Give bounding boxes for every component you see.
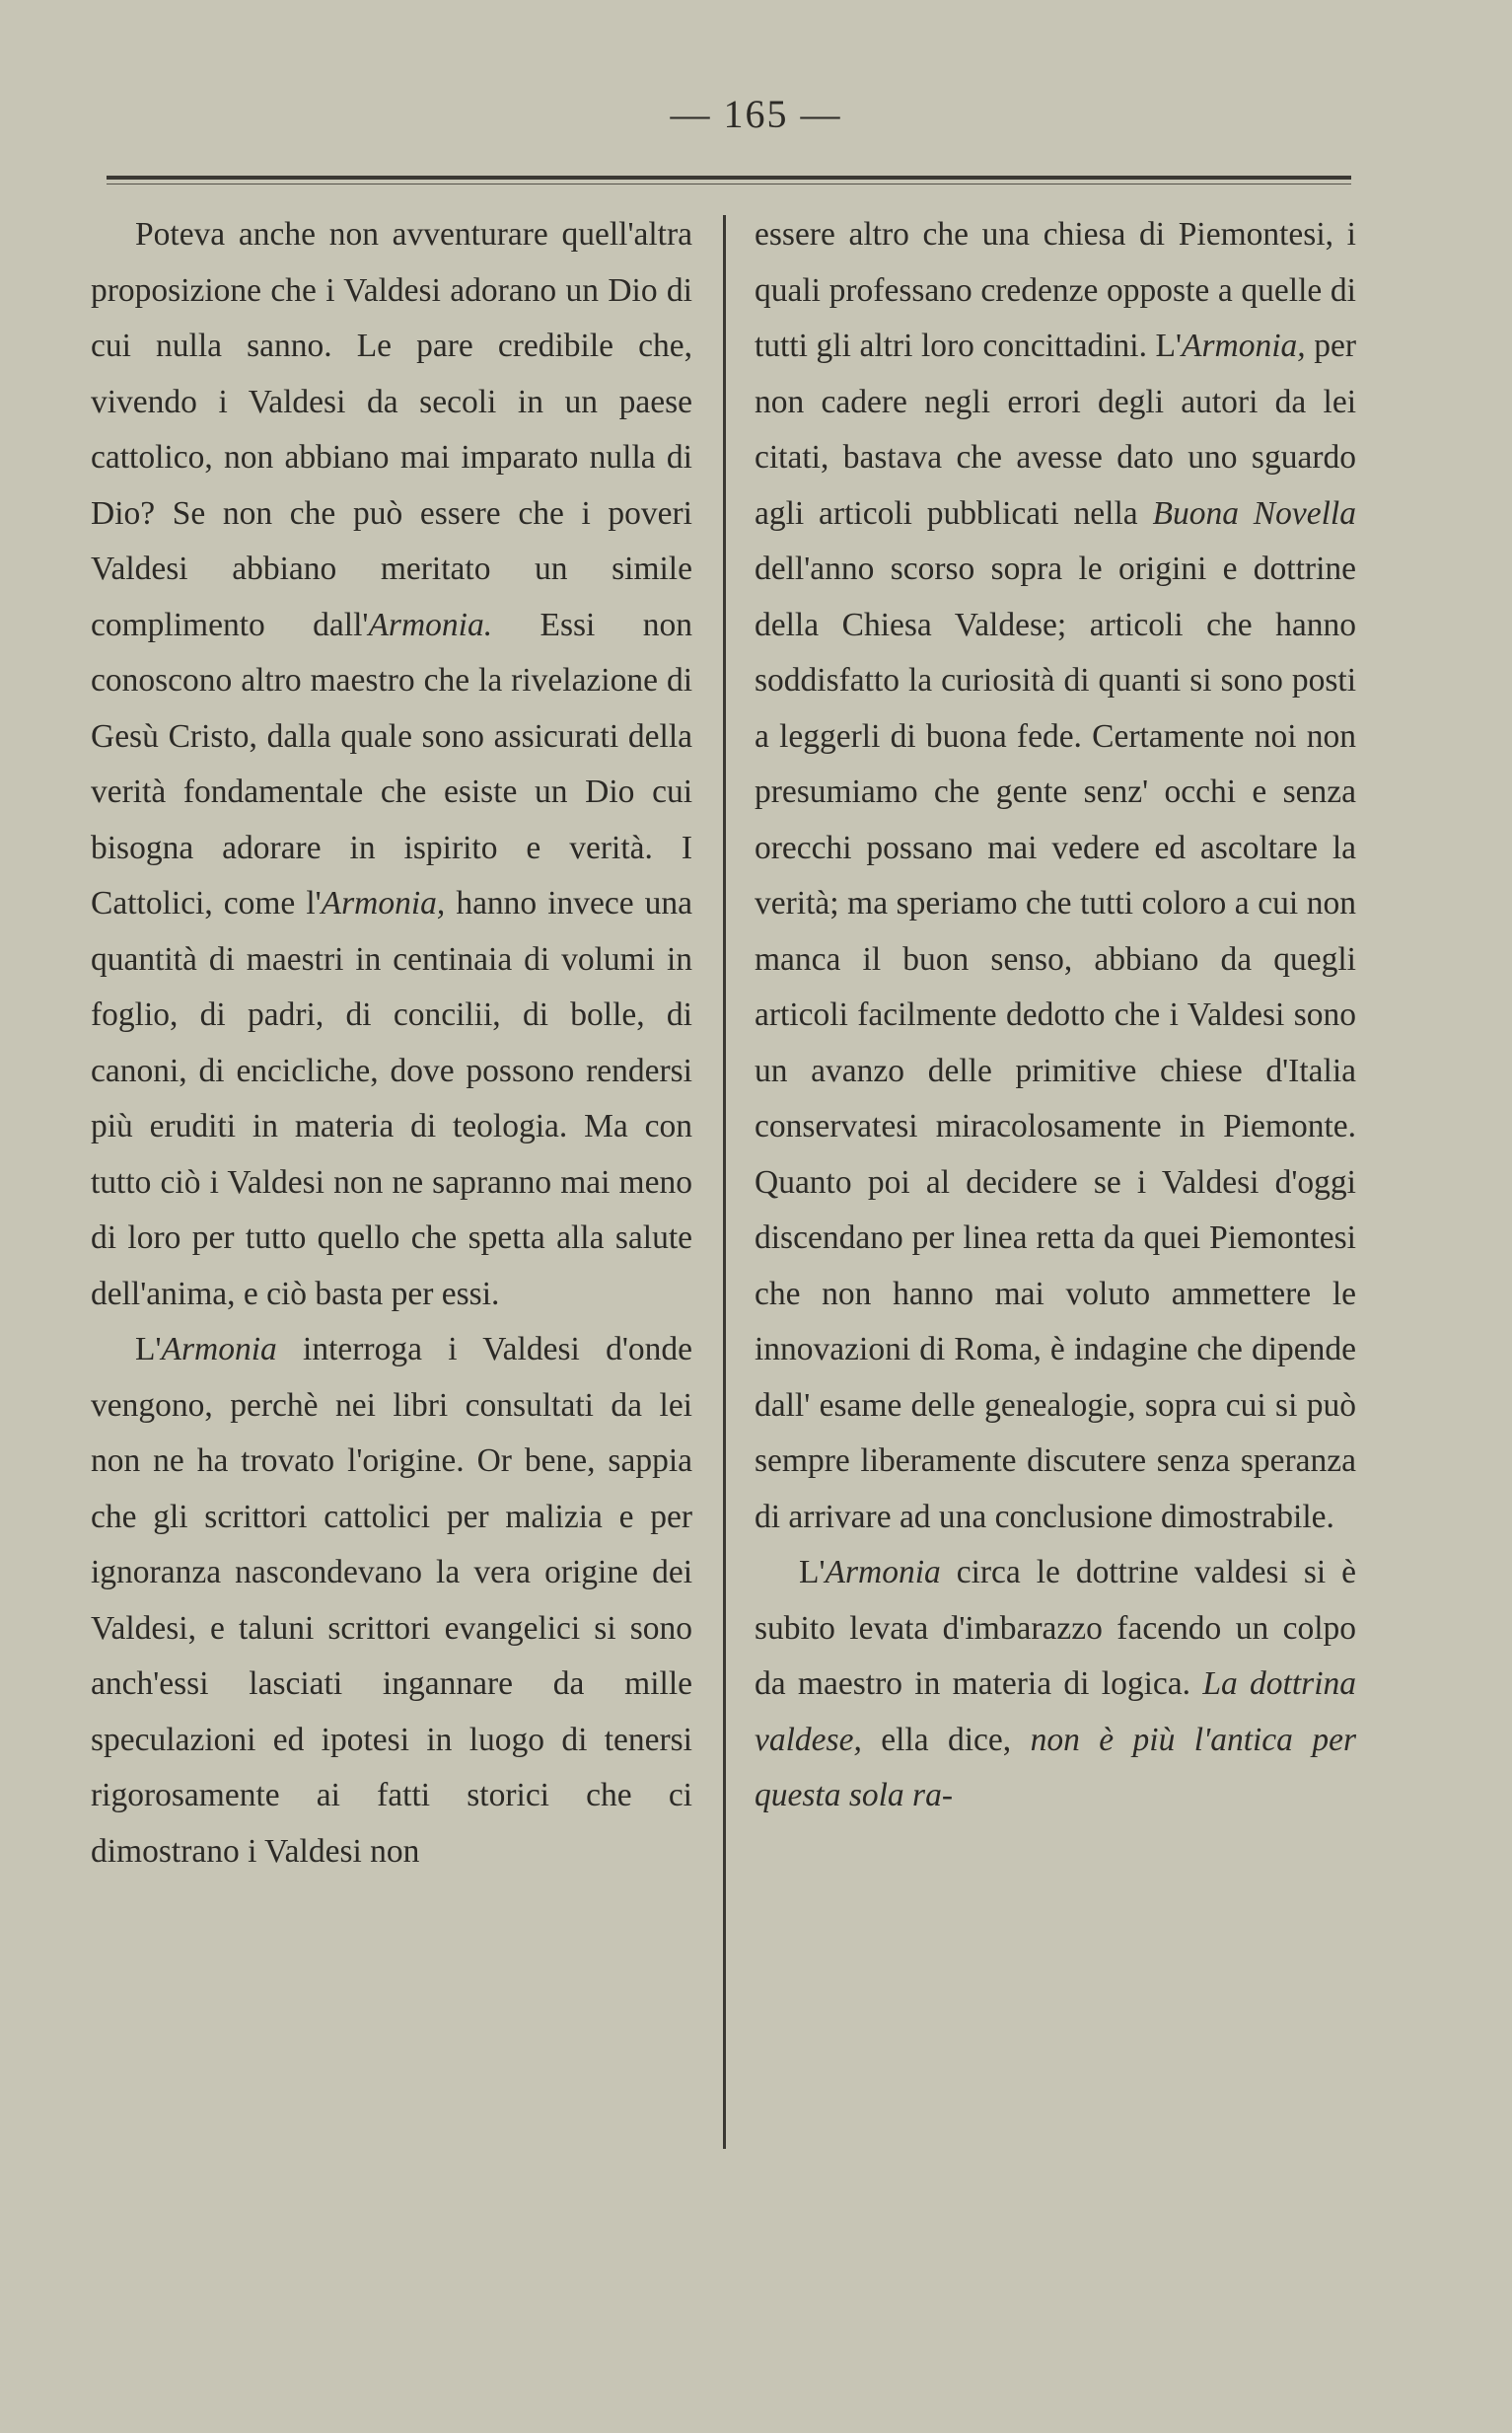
left-paragraph-2 [91,1322,692,1880]
right-paragraph-1 [755,207,1356,1545]
italic-armonia: Armonia [825,1554,941,1590]
header-rule [107,176,1351,180]
italic-buona-novella: Buona Novella [1152,494,1356,532]
text-run: Poteva anche non avventurare quell'altra proposizione che i Valdesi adorano un Dio di cui nulla sanno. Le pare credibile che, vivendo i Valdesi da secoli in un paese cattolico, non abbiano mai imparato nulla di Dio? Se non che può essere che i poveri Valdesi abbiano meritato un simile complimento dall' [91,216,692,643]
left-paragraph-1 [91,207,692,1322]
italic-armonia: Armonia, [321,885,446,922]
text-run: ella dice, [861,1721,1031,1758]
text-run: per non cadere negli errori degli autori da lei citati, bastava che avesse dato uno sguardo agli articoli pubblicati nella [755,328,1356,532]
text-run: Essi non conoscono altro maestro che la rivelazione di Gesù Cristo, dalla quale sono assicurati della verità fondamentale che esiste un Dio cui bisogna adorare in ispirito e verità. I Cattolici, come l' [91,606,692,922]
italic-armonia: Armonia, [1182,328,1306,364]
italic-quote: non è più l'antica per questa sola ra- [755,1721,1356,1813]
text-run: circa le dottrine valdesi si è subito levata d'imbarazzo facendo un colpo da maestro in materia di logica. [755,1554,1356,1702]
italic-armonia: Armonia. [368,606,493,643]
right-paragraph-2 [755,1545,1356,1824]
italic-quote: La dottrina valdese, [755,1665,1356,1758]
column-divider [723,215,726,2149]
text-run: essere altro che una chiesa di Piemontesi, i quali professano credenze opposte a quelle di tutti gli altri loro concittadini. L' [755,216,1356,364]
left-column [91,207,692,1880]
italic-armonia: Armonia [161,1331,277,1367]
text-run: L' [135,1331,162,1367]
page-number: — 165 — [670,92,842,136]
right-column [755,207,1356,1824]
text-run: dell'anno scorso sopra le origini e dottrine della Chiesa Valdese; articoli che hanno soddisfatto la curiosità di quanti si sono posti a leggerli di buona fede. Certamente noi non presumiamo che gente senz' occhi e senza orecchi possano mai vedere ed ascoltare la verità; ma speriamo che tutti coloro a cui non manca il buon senso, abbiano da quegli articoli facilmente dedotto che i Valdesi sono un avanzo delle primitive chiese d'Italia conservatesi miracolosamente in Piemonte. Quanto poi al decidere se i Valdesi d'oggi discendano per linea retta da quei Piemontesi che non hanno mai voluto ammettere le innovazioni di Roma, è indagine che dipende dall' esame delle genealogie, sopra cui si può sempre liberamente discutere senza speranza di arrivare ad una conclusione dimostrabile. [755,551,1356,1535]
text-run: hanno invece una quantità di maestri in centinaia di volumi in foglio, di padri, di concilii, di bolle, di canoni, di encicliche, dove possono rendersi più eruditi in materia di teologia. Ma con tutto ciò i Valdesi non ne sapranno mai meno di loro per tutto quello che spetta alla salute dell'anima, e ciò basta per essi. [91,885,692,1312]
text-run: interroga i Valdesi d'onde vengono, perchè nei libri consultati da lei non ne ha trovato l'origine. Or bene, sappia che gli scrittori cattolici per malizia e per ignoranza nascondevano la vera origine dei Valdesi, e taluni scrittori evangelici si sono anch'essi lasciati ingannare da mille speculazioni ed ipotesi in luogo di tenersi rigorosamente ai fatti storici che ci dimostrano i Valdesi non [91,1331,692,1870]
text-run: L' [799,1554,826,1590]
